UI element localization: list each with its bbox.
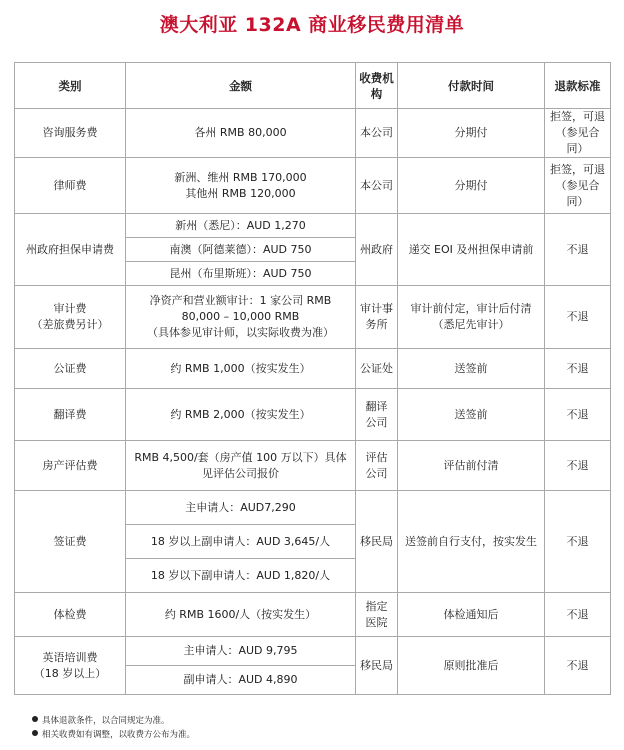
collector-line: 务所 (365, 318, 388, 331)
table-row (15, 593, 611, 637)
refund-cell: 不退 (545, 491, 611, 593)
amount-cell: 18 岁以上副申请人：AUD 3,645/人 (126, 525, 356, 559)
amount-line: 其他州 RMB 120,000 (185, 186, 296, 200)
category-cell: 翻译费 (15, 389, 126, 441)
category-cell: 州政府担保申请费 (15, 214, 126, 286)
collector-line: 评估 (365, 450, 388, 464)
category-cell: 律师费 (15, 158, 126, 214)
table-row (15, 389, 611, 441)
collector-cell (356, 389, 398, 441)
refund-line: （参见合同） (555, 126, 600, 155)
amount-cell (126, 158, 356, 214)
amount-cell: 昆州（布里斯班）：AUD 750 (126, 262, 356, 286)
header-payment-time: 付款时间 (398, 63, 545, 109)
bullet-icon (32, 730, 38, 736)
header-category: 类别 (15, 63, 126, 109)
collector-line: 翻译 (365, 399, 388, 413)
amount-cell: 约 RMB 1600/人（按实发生） (126, 593, 356, 637)
collector-cell (356, 441, 398, 491)
header-amount: 金额 (126, 63, 356, 109)
payment-time-cell: 分期付 (398, 158, 545, 214)
refund-cell: 不退 (545, 286, 611, 349)
collector-cell: 公证处 (356, 349, 398, 389)
page-title: 澳大利亚 132A 商业移民费用清单 (159, 14, 465, 36)
amount-cell: 各州 RMB 80,000 (126, 109, 356, 158)
refund-line: 拒签，可退 (550, 162, 605, 176)
category-line: （18 岁以上） (33, 666, 107, 680)
table-row (15, 158, 611, 214)
footnotes (32, 714, 195, 742)
collector-cell: 本公司 (356, 109, 398, 158)
table-row (15, 349, 611, 389)
amount-cell: 18 岁以下副申请人：AUD 1,820/人 (126, 559, 356, 593)
amount-line: 见评估公司报价 (202, 466, 279, 480)
payment-time-cell: 送签前 (398, 389, 545, 441)
refund-cell: 不退 (545, 349, 611, 389)
payment-time-cell: 送签前自行支付，按实发生 (398, 491, 545, 593)
category-cell: 公证费 (15, 349, 126, 389)
table-row (15, 214, 611, 238)
bullet-icon (32, 716, 38, 722)
amount-cell: 副申请人：AUD 4,890 (126, 666, 356, 695)
header-collector: 收费机构 (356, 63, 398, 109)
collector-cell (356, 593, 398, 637)
collector-line: 审计事 (360, 302, 393, 315)
collector-cell: 本公司 (356, 158, 398, 214)
amount-cell (126, 286, 356, 349)
amount-cell: 南澳（阿德莱德）：AUD 750 (126, 238, 356, 262)
table-row (15, 286, 611, 349)
amount-line: RMB 4,500/套（房产值 100 万以下）具体 (134, 450, 347, 464)
category-cell (15, 637, 126, 695)
amount-cell (126, 441, 356, 491)
collector-cell: 移民局 (356, 491, 398, 593)
payment-line: （悉尼先审计） (432, 318, 510, 331)
amount-line: （具体参见审计师，以实际收费为准） (147, 326, 334, 339)
table-row (15, 441, 611, 491)
table-header-row (15, 63, 611, 109)
amount-cell: 约 RMB 2,000（按实发生） (126, 389, 356, 441)
category-cell: 咨询服务费 (15, 109, 126, 158)
collector-cell: 州政府 (356, 214, 398, 286)
collector-cell (356, 286, 398, 349)
refund-cell: 不退 (545, 214, 611, 286)
category-line: 英语培训费 (42, 650, 98, 664)
refund-cell: 不退 (545, 389, 611, 441)
refund-cell: 不退 (545, 637, 611, 695)
table-row (15, 637, 611, 666)
fee-table (14, 62, 611, 695)
footnote (32, 714, 195, 728)
category-cell: 体检费 (15, 593, 126, 637)
collector-line: 公司 (365, 415, 388, 429)
category-cell: 房产评估费 (15, 441, 126, 491)
refund-line: 拒签，可退 (550, 110, 605, 123)
refund-cell: 不退 (545, 441, 611, 491)
category-line: （差旅费另计） (31, 318, 109, 331)
refund-cell (545, 109, 611, 158)
footnote-text: 相关收费如有调整，以收费方公布为准。 (42, 730, 196, 740)
header-refund: 退款标准 (545, 63, 611, 109)
amount-line: 新洲、维州 RMB 170,000 (174, 170, 307, 184)
collector-line: 公司 (365, 466, 388, 480)
amount-cell: 新州（悉尼）：AUD 1,270 (126, 214, 356, 238)
category-cell: 签证费 (15, 491, 126, 593)
amount-cell: 约 RMB 1,000（按实发生） (126, 349, 356, 389)
payment-line: 审计前付定，审计后付清 (410, 302, 532, 315)
payment-time-cell (398, 286, 545, 349)
amount-cell: 主申请人：AUD7,290 (126, 491, 356, 525)
table-row (15, 491, 611, 525)
amount-line: 净资产和营业额审计：1 家公司 RMB (149, 294, 332, 307)
payment-time-cell: 体检通知后 (398, 593, 545, 637)
refund-line: （参见合同） (555, 178, 600, 208)
refund-cell (545, 158, 611, 214)
table-row (15, 109, 611, 158)
category-line: 审计费 (53, 302, 87, 315)
payment-time-cell: 递交 EOI 及州担保申请前 (398, 214, 545, 286)
collector-line: 医院 (365, 615, 388, 629)
payment-time-cell: 评估前付清 (398, 441, 545, 491)
footnote (32, 728, 195, 742)
footnote-text: 具体退款条件，以合同规定为准。 (42, 716, 170, 726)
payment-time-cell: 分期付 (398, 109, 545, 158)
collector-cell: 移民局 (356, 637, 398, 695)
amount-cell: 主申请人：AUD 9,795 (126, 637, 356, 666)
amount-line: 80,000 – 10,000 RMB (181, 310, 300, 323)
payment-time-cell: 原则批准后 (398, 637, 545, 695)
refund-cell: 不退 (545, 593, 611, 637)
payment-time-cell: 送签前 (398, 349, 545, 389)
collector-line: 指定 (365, 599, 388, 613)
category-cell (15, 286, 126, 349)
